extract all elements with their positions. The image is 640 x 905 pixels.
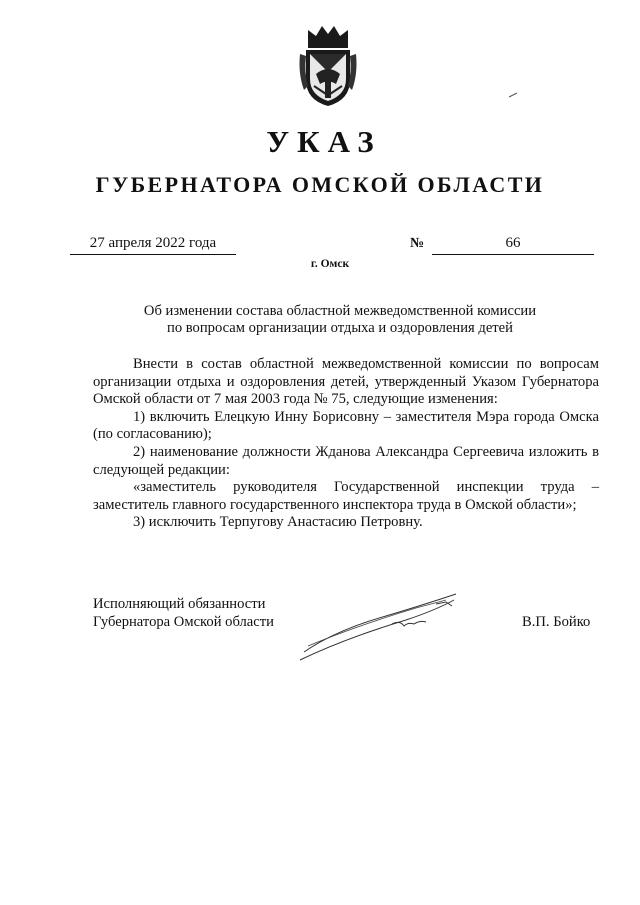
body-item-3: 3) исключить Терпугову Анастасию Петровну. [133, 514, 423, 531]
number-sign: № [410, 236, 425, 251]
body-quote: «заместитель руководителя Государственной инспекции труда – заместитель главного государственного инспектора труда в Омской области»; [93, 479, 599, 513]
decree-number: 66 [432, 236, 594, 255]
decree-body [93, 356, 599, 532]
subject-line-2: по вопросам организации отдыха и оздоровления детей [167, 320, 513, 336]
decree-date: 27 апреля 2022 года [70, 236, 236, 255]
signatory-name: В.П. Бойко [522, 614, 591, 630]
coat-of-arms-icon [296, 24, 360, 108]
decree-city: г. Омск [310, 258, 350, 270]
position-line-2: Губернатора Омской области [93, 613, 274, 630]
body-item-1: 1) включить Елецкую Инну Борисовну – заместителя Мэра города Омска (по согласованию); [93, 408, 599, 443]
decree-subject [60, 303, 620, 337]
document-title: УКАЗ [266, 124, 382, 159]
handwritten-signature [296, 590, 466, 665]
body-item-2: 2) наименование должности Жданова Александра Сергеевича изложить в следующей редакции: [93, 443, 599, 478]
document-subtitle: ГУБЕРНАТОРА ОМСКОЙ ОБЛАСТИ [95, 172, 545, 197]
position-line-1: Исполняющий обязанности [93, 596, 266, 612]
subject-line-1: Об изменении состава областной межведомственной комиссии [143, 303, 537, 319]
stray-mark [508, 92, 518, 98]
signatory-position [93, 596, 274, 631]
body-intro: Внести в состав областной межведомственной комиссии по вопросам организации отдыха и оздоровления детей, утвержденный Указом Губернатора Омской области от 7 мая 2003 года № 75, следующие изменения: [93, 356, 599, 408]
